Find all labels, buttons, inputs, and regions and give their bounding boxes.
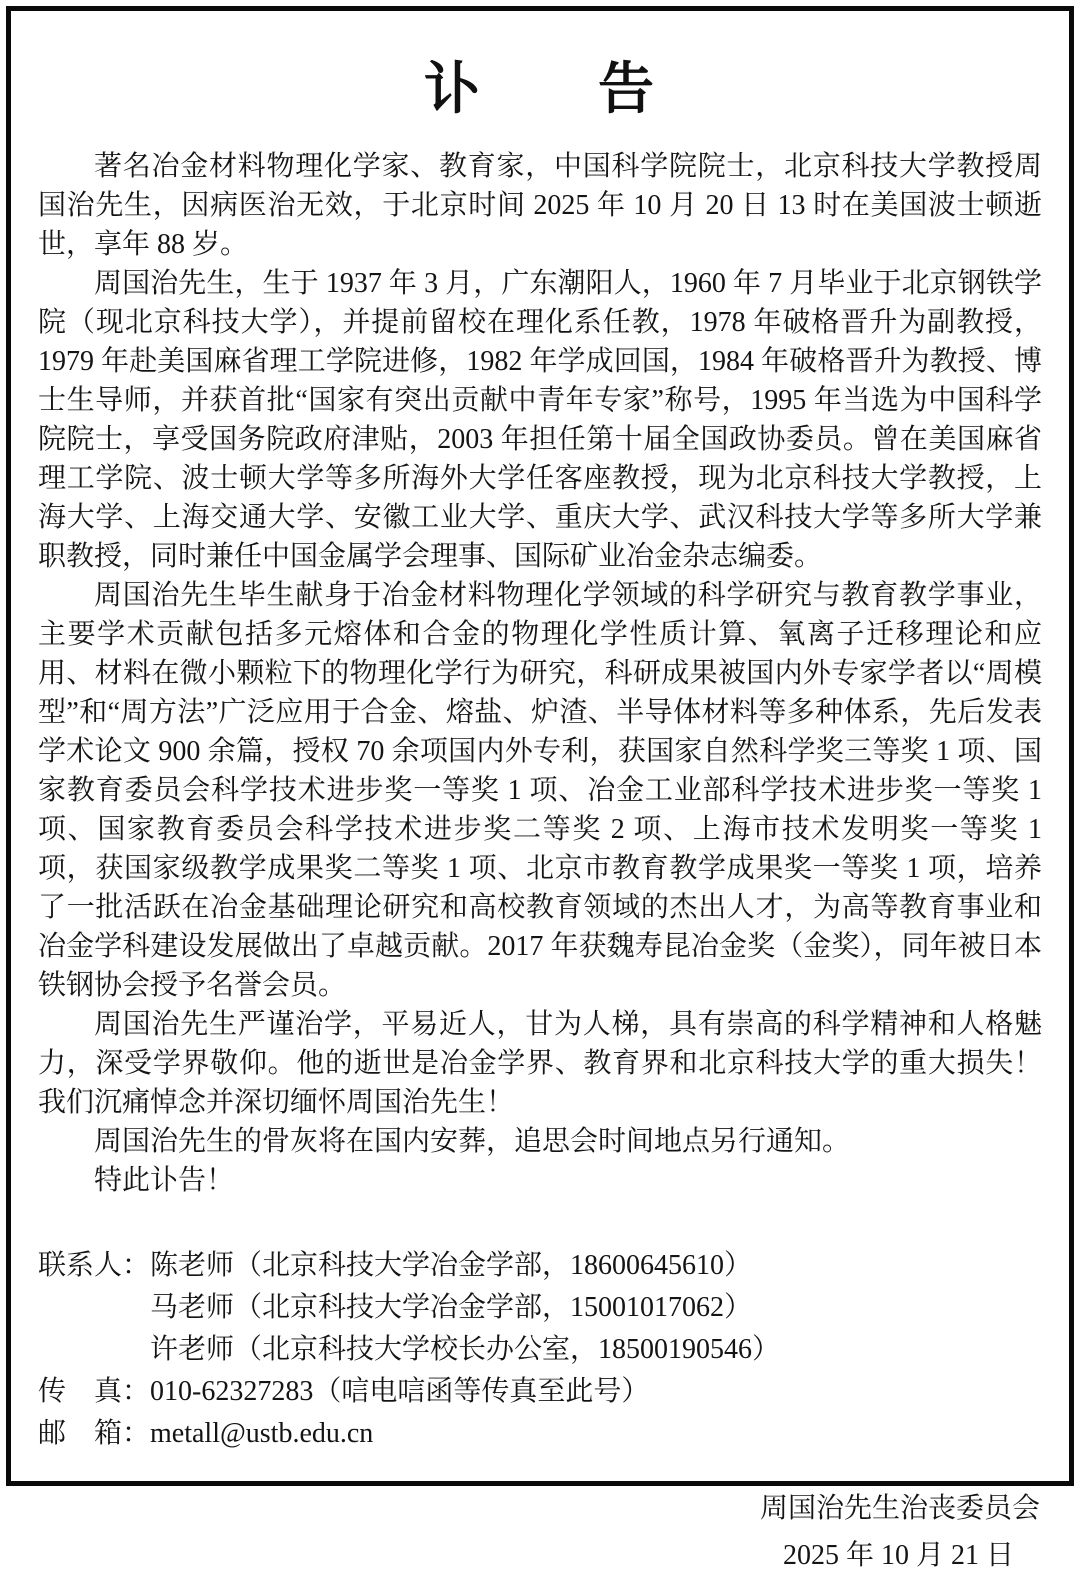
contact-person-2: 马老师（北京科技大学冶金学部，15001017062） [150, 1292, 753, 1323]
signature-block [38, 1485, 1042, 1579]
paragraph-biography: 周国治先生，生于 1937 年 3 月，广东潮阳人，1960 年 7 月毕业于北京钢铁学院（现北京科技大学），并提前留校在理化系任教，1978 年破格晋升为副教授，1979 年赴美国麻省理工学院进修，1982 年学成回国，1984 年破格晋升为教授、博士生导师，并获首批“国家有突出贡献中青年专家”称号，1995 年当选为中国科学院院士，享受国务院政府津贴，2003 年担任第十届全国政协委员。曾在美国麻省理工学院、波士顿大学等多所海外大学任客座教授，现为北京科技大学教授，上海大学、上海交通大学、安徽工业大学、重庆大学、武汉科技大学等多所大学兼职教授，同时兼任中国金属学会理事、国际矿业冶金杂志编委。 [38, 268, 1042, 572]
contact-person-row [38, 1245, 1042, 1287]
signature-committee: 周国治先生治丧委员会 [759, 1493, 1040, 1524]
email-address: metall@ustb.edu.cn [150, 1418, 374, 1449]
email-label: 邮 箱： [38, 1418, 151, 1449]
page-border-frame [6, 6, 1074, 1571]
contact-person-3: 许老师（北京科技大学校长办公室，18500190546） [150, 1334, 781, 1365]
fax-row [38, 1371, 1042, 1413]
fax-number: 010-62327283（唁电唁函等传真至此号） [150, 1376, 650, 1407]
paragraph-closing: 特此讣告！ [94, 1165, 235, 1196]
paragraph-opening: 著名冶金材料物理化学家、教育家，中国科学院院士，北京科技大学教授周国治先生，因病医治无效，于北京时间 2025 年 10 月 20 日 13 时在美国波士顿逝世，享年 88 岁。 [38, 151, 1042, 260]
paragraph-burial-notice: 周国治先生的骨灰将在国内安葬，追思会时间地点另行通知。 [94, 1126, 851, 1157]
fax-label: 传 真： [38, 1376, 151, 1407]
contact-person-row [38, 1329, 1042, 1371]
email-row [38, 1413, 1042, 1455]
paragraph-achievements: 周国治先生毕生献身于冶金材料物理化学领域的科学研究与教育教学事业，主要学术贡献包括多元熔体和合金的物理化学性质计算、氧离子迁移理论和应用、材料在微小颗粒下的物理化学行为研究，科研成果被国内外专家学者以“周模型”和“周方法”广泛应用于合金、熔盐、炉渣、半导体材料等多种体系，先后发表学术论文 900 余篇，授权 70 余项国内外专利，获国家自然科学奖三等奖 1 项、国家教育委员会科学技术进步奖一等奖 1 项、冶金工业部科学技术进步奖一等奖 1 项、国家教育委员会科学技术进步奖二等奖 2 项、上海市技术发明奖一等奖 1 项，获国家级教学成果奖二等奖 1 项、北京市教育教学成果奖一等奖 1 项，培养了一批活跃在冶金基础理论研究和高校教育领域的杰出人才，为高等教育事业和冶金学科建设发展做出了卓越贡献。2017 年获魏寿昆冶金奖（金奖），同年被日本铁钢协会授予名誉会员。 [38, 580, 1042, 1001]
paragraph-condolence: 周国治先生严谨治学，平易近人，甘为人梯，具有崇高的科学精神和人格魅力，深受学界敬仰。他的逝世是冶金学界、教育界和北京科技大学的重大损失！我们沉痛悼念并深切缅怀周国治先生！ [38, 1009, 1042, 1118]
contact-person-1: 陈老师（北京科技大学冶金学部，18600645610） [150, 1250, 753, 1281]
page-title: 讣 告 [424, 59, 656, 121]
contact-section [38, 1245, 1042, 1455]
signature-date: 2025 年 10 月 21 日 [782, 1540, 1014, 1571]
contact-person-row [38, 1287, 1042, 1329]
obituary-body [38, 147, 1042, 1200]
contact-label: 联系人： [38, 1250, 151, 1281]
